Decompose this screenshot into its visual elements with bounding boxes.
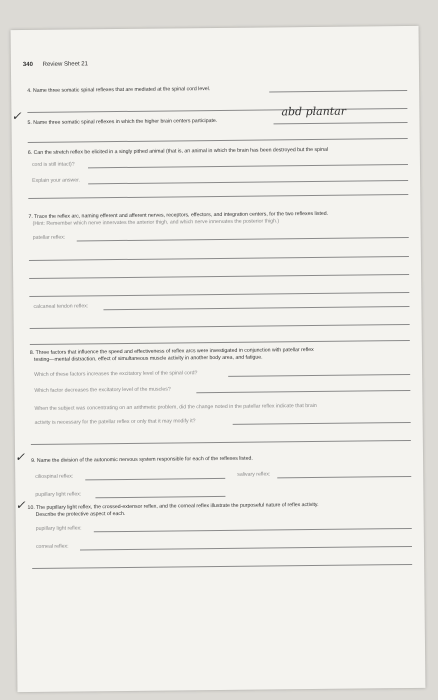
answer-line [88, 180, 408, 184]
q8-when-line2: activity is necessary for the patellar reflex or only that it may modify it? [34, 418, 196, 426]
worksheet-page [11, 26, 426, 692]
answer-line [228, 374, 410, 377]
answer-line [27, 108, 407, 113]
answer-line [269, 90, 407, 92]
page-header [23, 61, 88, 68]
question-8-line1: 8. Three factors that influence the speed and effectiveness of reflex arcs were investigated in conjunction with patellar reflex [29, 346, 314, 356]
answer-line [85, 478, 225, 480]
ciliospinal-label: ciliospinal reflex: [35, 473, 74, 480]
answer-line [28, 194, 408, 199]
pupillary-label-q9: pupillary light reflex: [35, 491, 82, 498]
question-4: 4. Name three somatic spinal reflexes that are mediated at the spinal cord level. [27, 86, 211, 94]
q8-decreases: Which factor decreases the excitatory level of the muscles? [34, 386, 171, 394]
answer-line [30, 324, 410, 329]
q8-when-line1: When the subject was concentrating on an arithmetic problem, did the change noted in the patellar reflex indicate that brain [34, 402, 317, 412]
q8-increases: Which of these factors increases the excitatory level of the spinal cord? [34, 370, 198, 378]
answer-line [30, 340, 410, 345]
checkmark-icon: ✓ [14, 450, 26, 465]
answer-line [32, 564, 412, 569]
question-10-line2: Describe the protective aspect of each. [35, 510, 126, 518]
question-7-line2: (Hint: Remember which nerve innervates the anterior thigh, and which nerve innervates the posterior thigh.) [32, 218, 280, 227]
corneal-label: corneal reflex: [35, 543, 69, 550]
checkmark-icon: ✓ [11, 109, 22, 124]
question-9: 9. Name the division of the autonomic nervous system responsible for each of the reflexes listed. [31, 455, 253, 464]
explain-prompt: Explain your answer. [32, 177, 81, 184]
answer-line [29, 256, 409, 261]
answer-line [88, 164, 408, 168]
handwritten-answer: abd plantar [281, 104, 347, 119]
answer-line [274, 122, 408, 124]
pupillary-label-q10: pupillary light reflex: [35, 525, 82, 532]
answer-line [29, 292, 409, 297]
answer-line [29, 274, 409, 279]
question-10-line1: 10. The pupillary light reflex, the crossed-extensor reflex, and the corneal reflex illustrate the purposeful nature of reflex activity. [27, 501, 319, 512]
answer-line [31, 440, 411, 445]
answer-line [95, 496, 225, 498]
patellar-reflex-label: patellar reflex: [32, 234, 66, 241]
answer-line [196, 390, 410, 393]
answer-line [28, 138, 408, 143]
question-5: 5. Name three somatic spinal reflexes in which the higher brain centers participate. [27, 117, 218, 126]
question-8-line2: testing—mental distraction, effect of simultaneous muscle activity in another body area, and fatigue. [33, 354, 263, 363]
answer-line [80, 546, 412, 550]
answer-line [77, 237, 409, 241]
salivary-label: salivary reflex: [237, 471, 271, 478]
sheet-title: Review Sheet 21 [42, 61, 89, 68]
question-6-line2: cord is still intact)? [31, 161, 75, 168]
page-number: 340 [22, 61, 33, 69]
answer-line [103, 306, 409, 310]
answer-line [233, 422, 411, 425]
checkmark-icon: ✓ [15, 498, 26, 513]
answer-line [277, 476, 411, 478]
question-7-line1: 7. Trace the reflex arc, naming efferent and afferent nerves, receptors, effectors, and integration centers, for the two reflexes listed. [28, 210, 329, 220]
question-6-line1: 6. Can the stretch reflex be elicited in a singly pithed animal (that is, an animal in which the brain has been destroyed but the spinal [27, 146, 329, 156]
calcaneal-reflex-label: calcaneal tendon reflex: [33, 303, 89, 310]
answer-line [94, 528, 412, 532]
